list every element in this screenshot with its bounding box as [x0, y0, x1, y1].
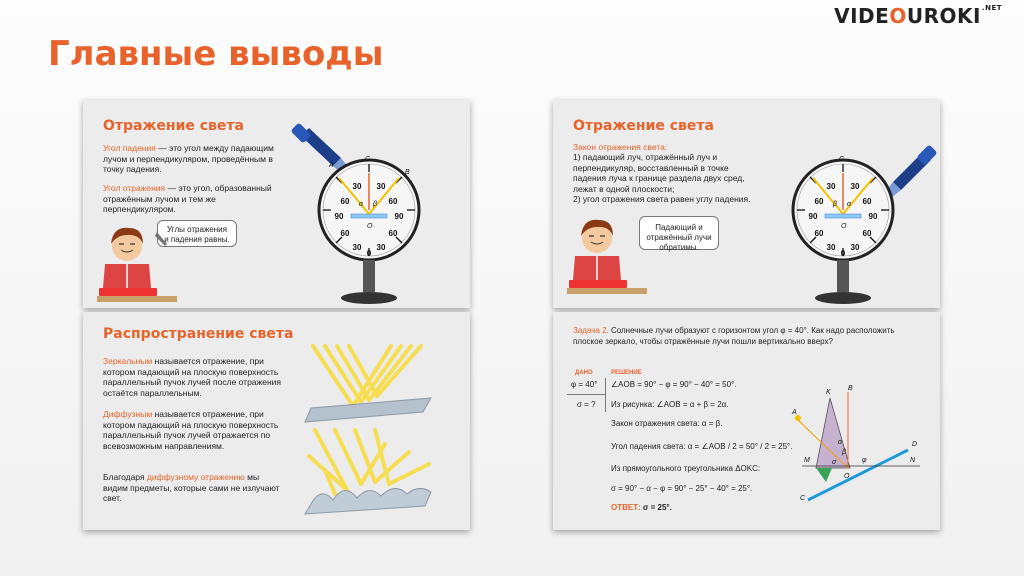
- dial-tick: 90: [334, 212, 344, 221]
- given-label: ДАНО: [575, 370, 593, 376]
- dial-tick: 30: [826, 182, 836, 191]
- dial-label-beta: β: [373, 201, 377, 208]
- dial-label-alpha: α: [359, 201, 363, 208]
- dial-tick: 90: [394, 212, 404, 221]
- dial-label-alpha: α: [847, 201, 851, 208]
- videouroki-logo: $VIDEOUROKI^{.NET}$: [834, 4, 1002, 28]
- dial-center-zero: 0: [366, 249, 372, 258]
- task-statement: Задача 2. Солнечные лучи образуют с горизонтом угол φ = 40°. Как надо расположить плоское зеркало, чтобы отражённые лучи пошли вертикально вверх?: [573, 326, 895, 346]
- dial-tick: 30: [850, 243, 860, 252]
- specular-reflection-definition: Зеркальным называется отражение, при котором падающий на плоскую поверхность параллельный пучок лучей после отражения остаётся параллельным.: [103, 356, 281, 398]
- diagram-label-d: D: [912, 441, 918, 448]
- solution-line: Из рисунка: ∠AOB = α + β = 2α.: [611, 400, 729, 409]
- find-value: σ = ?: [577, 400, 596, 409]
- solution-line: σ = 90° − α − φ = 90° − 25° − 40° = 25°.: [611, 484, 753, 493]
- diffuse-reflection-illustration: [305, 424, 445, 514]
- mirror-geometry-diagram: [788, 382, 938, 502]
- card-reflection-law: [553, 100, 940, 308]
- dial-center-zero: 0: [840, 249, 846, 258]
- dial-tick: 30: [352, 243, 362, 252]
- dial-tick: 30: [850, 182, 860, 191]
- solution-line: ∠AOB = 90° − φ = 90° − 40° = 50°.: [611, 380, 737, 389]
- dial-label-b: B: [405, 169, 410, 176]
- dial-tick: 60: [814, 197, 824, 206]
- diagram-label-m: M: [804, 457, 810, 464]
- card-light-propagation: [83, 312, 470, 530]
- dial-tick: 60: [862, 229, 872, 238]
- reflection-dial-illustration: [789, 118, 939, 308]
- dial-tick: 30: [352, 182, 362, 191]
- diagram-label-n: N: [910, 457, 916, 464]
- diffuse-reflection-definition: Диффузным называется отражение, при котором падающий на плоскую поверхность параллельный пучок лучей отражается по всевозможным направлениям.: [103, 409, 279, 451]
- card-reflection-angles: [83, 100, 470, 308]
- card-title: Отражение света: [103, 118, 244, 134]
- dial-tick: 60: [388, 197, 398, 206]
- diagram-label-o: O: [844, 473, 850, 480]
- boy-reading-illustration: [565, 210, 645, 300]
- dial-tick: 60: [340, 197, 350, 206]
- page-title: Главные выводы: [48, 34, 384, 74]
- dial-tick: 30: [376, 243, 386, 252]
- diffuse-reflection-note: Благодаря диффузному отражению мы видим предметы, которые сами не излучают свет.: [103, 472, 280, 503]
- diagram-label-beta: β: [842, 449, 846, 456]
- solution-line: Угол падения света: α = ∠AOB / 2 = 50° / 2 = 25°.: [611, 442, 793, 451]
- dial-label-o: O: [841, 223, 847, 230]
- given-value: φ = 40°: [571, 380, 598, 389]
- dial-label-c: C: [839, 156, 845, 163]
- dial-tick: 60: [862, 197, 872, 206]
- dial-tick: 90: [868, 212, 878, 221]
- dial-tick: 30: [376, 182, 386, 191]
- dial-tick: 60: [388, 229, 398, 238]
- given-vertical-divider: [605, 378, 606, 412]
- given-divider: [567, 394, 605, 395]
- dial-tick: 60: [814, 229, 824, 238]
- dial-tick: 30: [826, 243, 836, 252]
- dial-label-a: A: [329, 162, 334, 169]
- speech-bubble: Углы отражения и падения равны.: [157, 220, 237, 247]
- reflection-law-heading: Закон отражения света:: [573, 142, 668, 152]
- dial-label-c: C: [365, 156, 371, 163]
- answer: ОТВЕТ: σ = 25°.: [611, 503, 672, 512]
- solution-line: Закон отражения света: α = β.: [611, 419, 723, 428]
- incidence-angle-definition: Угол падения — это угол между падающим лучом и перпендикуляром, проведённым в точку падения.: [103, 143, 274, 174]
- diagram-label-a: A: [792, 409, 797, 416]
- solution-line: Из прямоугольного треугольника ΔOKC:: [611, 464, 761, 473]
- diagram-label-c: C: [800, 495, 806, 502]
- dial-label-beta: β: [833, 201, 837, 208]
- card-title: Распространение света: [103, 326, 294, 342]
- specular-reflection-illustration: [305, 342, 445, 422]
- diagram-label-sigma: σ: [832, 459, 837, 466]
- speech-bubble: Падающий и отражённый лучи обратимы.: [639, 216, 719, 250]
- card-reflection-task: [553, 312, 940, 530]
- diagram-label-alpha: α: [838, 439, 842, 446]
- diagram-label-phi: φ: [862, 457, 867, 464]
- reflection-law-text: 1) падающий луч, отражённый луч и перпендикуляр, восставленный в точке падения луча к границе раздела двух сред, лежат в одной плоскости; 2) угол отражения света равен углу падения.: [573, 152, 751, 204]
- boy-reading-illustration: [95, 218, 175, 308]
- diagram-label-b: B: [848, 385, 853, 392]
- dial-tick: 90: [808, 212, 818, 221]
- dial-tick: 60: [340, 229, 350, 238]
- diagram-label-k: K: [826, 389, 831, 396]
- solution-label: РЕШЕНИЕ: [611, 370, 642, 376]
- dial-label-o: O: [367, 223, 373, 230]
- reflection-angle-definition: Угол отражения — это угол, образованный отражённым лучом и тем же перпендикуляром.: [103, 183, 272, 214]
- card-title: Отражение света: [573, 118, 714, 134]
- reflection-dial-illustration: [315, 118, 435, 308]
